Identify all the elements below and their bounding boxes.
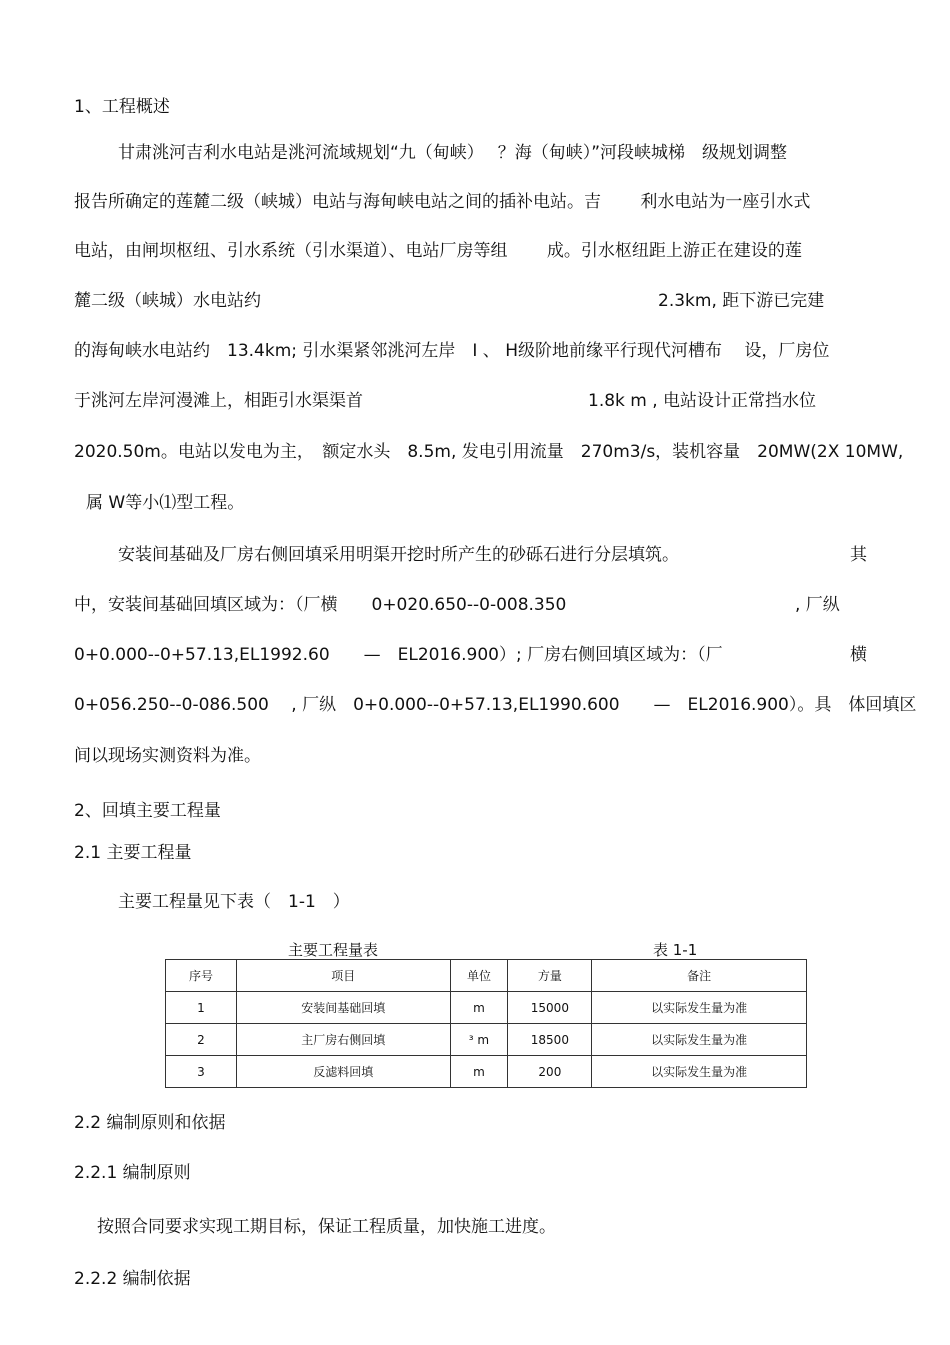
table-row [166,1024,807,1056]
table-caption: 主要工程量表 [288,941,379,959]
text-line: 0+056.250--0-086.500 , 厂纵 0+0.000--0+57.13,EL1990.600 — EL2016.900）。具 体回填区 [74,695,917,715]
text-line: 报告所确定的莲麓二级（峡城）电站与海甸峡电站之间的插补电站。吉 利水电站为一座引水式 [74,192,811,212]
table-cell: 2 [166,1024,237,1056]
text-line: 横 [850,645,867,665]
table-cell: 安装间基础回填 [236,992,450,1024]
quantity-table [165,959,807,1088]
text-line: 2、回填主要工程量 [74,801,221,821]
header-cell: 序号 [166,960,237,992]
table-number: 表 1-1 [653,941,698,959]
table-cell: 以实际发生量为准 [592,1024,807,1056]
header-cell: 备注 [592,960,807,992]
table-cell: ³ m [450,1024,508,1056]
header-cell: 项目 [236,960,450,992]
table-cell: 主厂房右侧回填 [236,1024,450,1056]
table-header-row [166,960,807,992]
table-cell: m [450,1056,508,1088]
table-cell: 15000 [508,992,592,1024]
table-cell: 以实际发生量为准 [592,1056,807,1088]
text-line: 2.2.2 编制依据 [74,1269,191,1289]
text-line: 其 [850,545,867,565]
text-line: 甘肃洮河吉利水电站是洮河流域规划“九（甸峡） ？海（甸峡）”河段峡城梯 级规划调整 [118,143,788,163]
text-line: 的海甸峡水电站约 13.4km; 引水渠紧邻洮河左岸 I 、 H级阶地前缘平行现代河槽布 设，厂房位 [74,341,830,361]
text-line: 按照合同要求实现工期目标，保证工程质量，加快施工进度。 [97,1217,556,1237]
table-cell: 以实际发生量为准 [592,992,807,1024]
table-cell: 3 [166,1056,237,1088]
text-line: 2.2 编制原则和依据 [74,1113,226,1133]
table-cell: 18500 [508,1024,592,1056]
text-line: 1、工程概述 [74,97,170,117]
text-line: 麓二级（峡城）水电站约 [74,291,261,311]
text-line: 2.2.1 编制原则 [74,1163,191,1183]
text-line: 属 W等小⑴型工程。 [86,493,245,513]
text-line: 2.1 主要工程量 [74,843,192,863]
header-cell: 单位 [450,960,508,992]
text-line: 安装间基础及厂房右侧回填采用明渠开挖时所产生的砂砾石进行分层填筑。 [118,545,679,565]
text-line: 间以现场实测资料为准。 [74,746,261,766]
text-line: 主要工程量见下表（ 1-1 ） [118,892,350,912]
table-cell: 200 [508,1056,592,1088]
table-row [166,992,807,1024]
table-row [166,1056,807,1088]
table-cell: 1 [166,992,237,1024]
text-line: 中，安装间基础回填区域为：（厂横 0+020.650--0-008.350 [74,595,567,615]
text-line: 电站，由闸坝枢纽、引水系统（引水渠道）、电站厂房等组 成。引水枢纽距上游正在建设的莲 [74,241,802,261]
text-line: 于洮河左岸河漫滩上，相距引水渠渠首 [74,391,363,411]
header-cell: 方量 [508,960,592,992]
text-line: 2.3km, 距下游已完建 [658,291,825,311]
text-line: , 厂纵 [795,595,840,615]
table-cell: m [450,992,508,1024]
text-line: 0+0.000--0+57.13,EL1992.60 — EL2016.900）; 厂房右侧回填区域为：（厂 [74,645,723,665]
text-line: 2020.50m。电站以发电为主， 额定水头 8.5m, 发电引用流量 270m3/s，装机容量 20MW(2X 10MW, [74,442,904,462]
table-cell: 反滤料回填 [236,1056,450,1088]
text-line: 1.8k m , 电站设计正常挡水位 [588,391,817,411]
